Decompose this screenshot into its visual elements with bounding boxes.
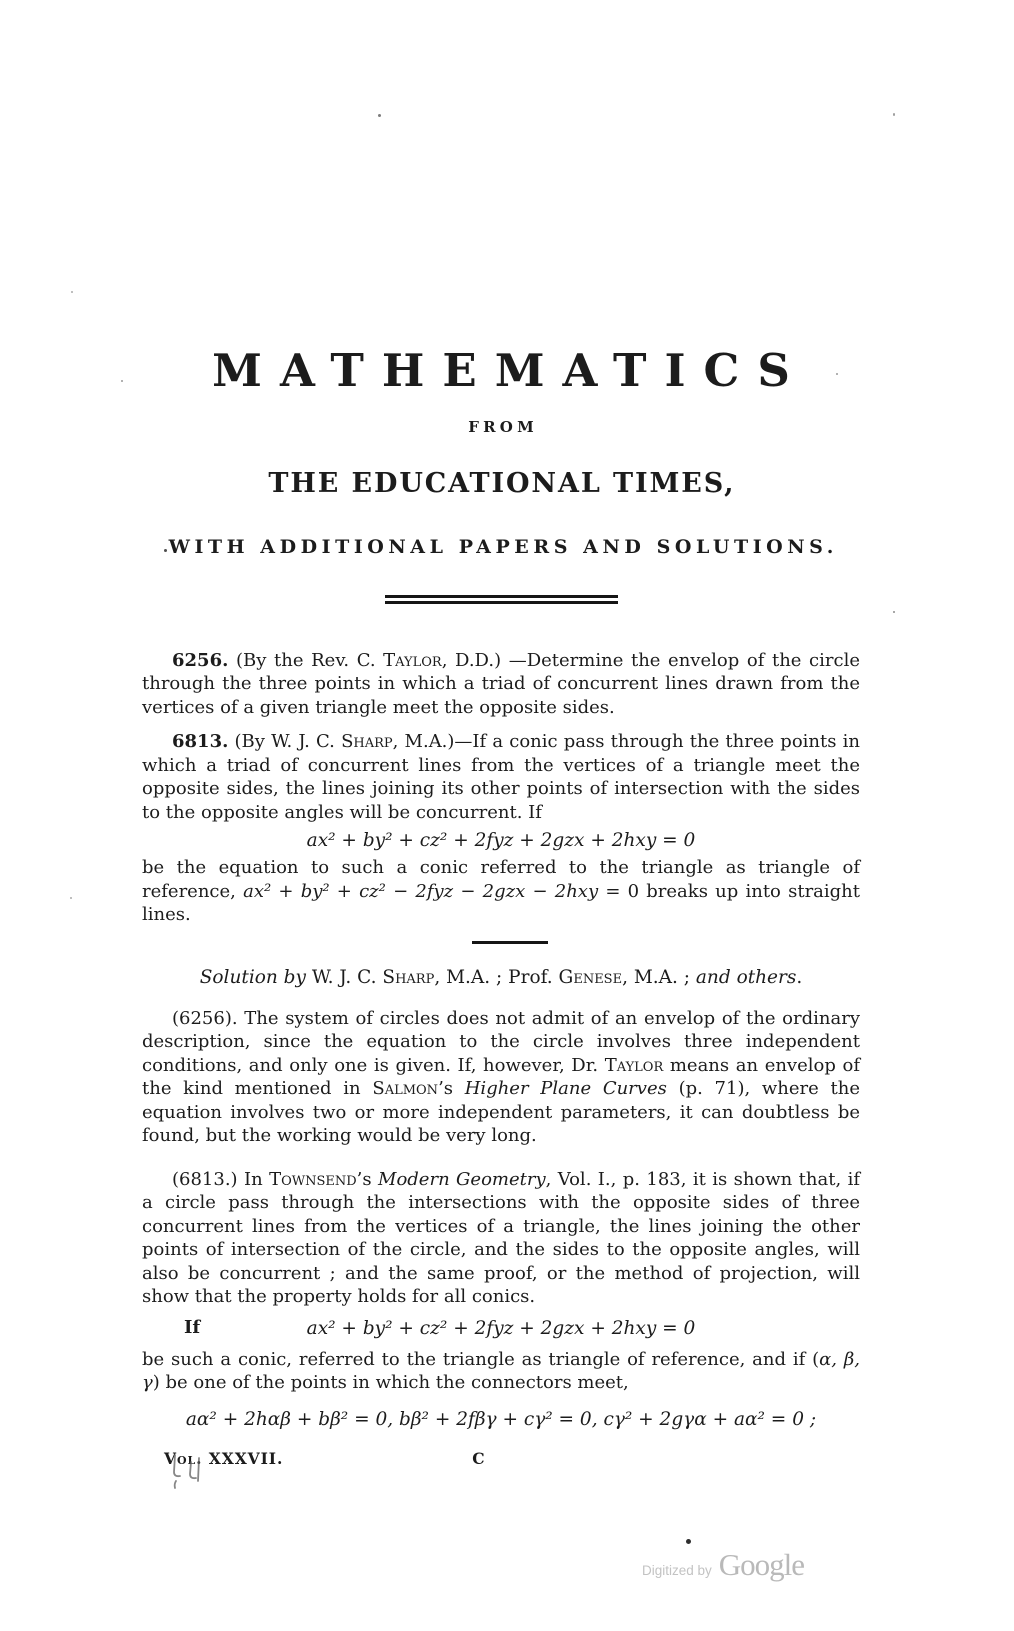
equation-conic: ax² + by² + cz² + 2fyz + 2gzx + 2hxy = 0 (306, 830, 696, 851)
section-rule-divider (472, 941, 548, 944)
page-footer (142, 1449, 860, 1473)
if-label: If (184, 1316, 201, 1338)
tagline: WITH ADDITIONAL PAPERS AND SOLUTIONS. (168, 535, 838, 558)
if-equation-row (142, 1317, 860, 1343)
scan-speck (893, 611, 895, 613)
book-title: MATHEMATICS (212, 344, 808, 397)
google-logo: Google (718, 1547, 805, 1582)
scan-speck (378, 114, 381, 117)
solution-6813-final: be such a conic, referred to the triangle as triangle of reference, and if (α, β, γ) be one of the points in which the connectors meet, (142, 1348, 861, 1393)
scan-speck (836, 373, 838, 375)
pencil-mark (166, 1450, 212, 1502)
solution-byline: Solution by W. J. C. Sharp, M.A. ; Prof. Genese, M.A. ; and others. (199, 966, 803, 988)
volume-label: Vol. XXXVII. (164, 1448, 284, 1468)
problem-6813: 6813. (By W. J. C. Sharp, M.A.)—If a conic pass through the three points in which a triad of concurrent lines from the vertices of a triangle meet the opposite sides, the lines joining its other points of intersection with the sides to the opposite angles will be concurrent. If (142, 731, 860, 823)
solution-6256: (6256). The system of circles does not admit of an envelop of the ordinary description, since the equation to the circle involves three independent conditions, and only one is given. If, however, Dr. Taylor means an envelop of the kind mentioned in Salmon’s Higher Plane Curves (p. 71), where the equation involves two or more independent parameters, it can doubtless be found, but the working would be very long. (142, 1007, 860, 1146)
scan-speck (71, 291, 73, 293)
text-column (142, 0, 860, 1473)
scan-speck (121, 380, 123, 382)
equation-conic-repeat: ax² + by² + cz² + 2fyz + 2gzx + 2hxy = 0 (306, 1317, 696, 1339)
double-rule-divider (385, 595, 618, 604)
watermark-prefix: Digitized by (642, 1563, 712, 1578)
solution-6813: (6813.) In Townsend’s Modern Geometry, Vol. I., p. 183, it is shown that, if a circle pass through the intersections with the opposite sides of three concurrent lines from the vertices of a triangle, the lines joining the other points of intersection of the circle, and the sides to the opposite angles, will also be concurrent ; and the same proof, or the method of projection, will show that the property holds for all conics. (142, 1168, 860, 1307)
ink-dot (686, 1539, 691, 1544)
equation-system: aα² + 2hαβ + bβ² = 0, bβ² + 2fβγ + cγ² = 0, cγ² + 2gγα + aα² = 0 ; (185, 1408, 817, 1430)
pencil-mark-icon (166, 1450, 212, 1498)
from-label: FROM (468, 417, 538, 436)
catchword: C (472, 1448, 485, 1468)
scan-speck (70, 897, 72, 899)
digitized-by-watermark (642, 1549, 804, 1580)
problem-6813-continued: be the equation to such a conic referred to the triangle as triangle of reference, ax² + by² + cz² − 2fyz − 2gzx − 2hxy = 0 breaks up into straight lines. (142, 857, 861, 925)
journal-subtitle: THE EDUCATIONAL TIMES, (268, 467, 736, 499)
scan-speck (893, 113, 895, 116)
scan-speck (164, 549, 167, 552)
problem-6256: 6256. (By the Rev. C. Taylor, D.D.) —Determine the envelop of the circle through the three points in which a triad of concurrent lines drawn from the vertices of a given triangle meet the opposite sides. (142, 649, 860, 718)
